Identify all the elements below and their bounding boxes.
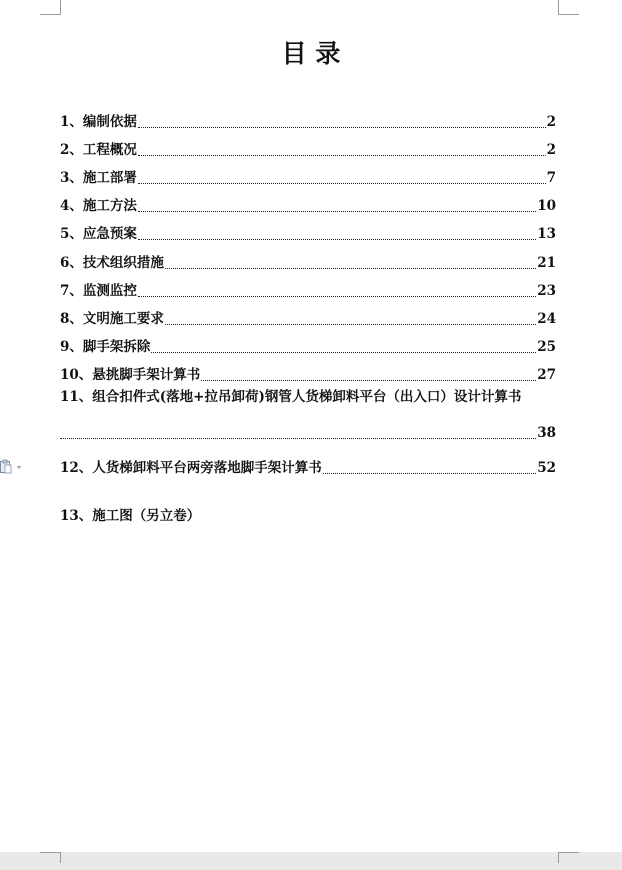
toc-entry-page: 38 — [537, 425, 556, 441]
toc-entry-label: 5、应急预案 — [60, 226, 137, 242]
toc-entry-label: 10、悬挑脚手架计算书 — [60, 367, 201, 383]
paste-options-icon[interactable] — [0, 459, 26, 475]
toc-entry-label[interactable]: 13、施工图（另立卷） — [60, 508, 201, 524]
toc-entry-label: 4、施工方法 — [60, 198, 137, 214]
toc-entry[interactable] — [60, 170, 556, 186]
crop-mark-top-left — [40, 0, 61, 15]
toc-entry-page: 7 — [546, 170, 556, 186]
toc-entry-page: 2 — [546, 114, 556, 130]
toc-leader — [138, 295, 536, 297]
toc-entry[interactable] — [60, 283, 556, 299]
toc-leader — [138, 182, 546, 184]
toc-entry[interactable] — [60, 339, 556, 355]
toc-entry-page: 23 — [537, 283, 556, 299]
toc-entry-page: 21 — [537, 255, 556, 271]
toc-entry[interactable] — [60, 425, 556, 441]
toc-entry-label: 7、监测监控 — [60, 283, 137, 299]
toc-entry-label: 6、技术组织措施 — [60, 255, 164, 271]
toc-entry-label: 8、文明施工要求 — [60, 311, 164, 327]
toc-leader — [151, 351, 536, 353]
toc-leader — [138, 210, 536, 212]
toc-entry-page: 2 — [546, 142, 556, 158]
toc-entry-label: 2、工程概况 — [60, 142, 137, 158]
toc-entry[interactable] — [60, 311, 556, 327]
toc-entry-page: 52 — [537, 460, 556, 476]
toc-leader — [138, 238, 536, 240]
toc-entry-page: 13 — [537, 226, 556, 242]
toc-leader — [165, 267, 536, 269]
toc-entry-page: 25 — [537, 339, 556, 355]
toc-entry-label: 12、人货梯卸料平台两旁落地脚手架计算书 — [60, 460, 322, 476]
toc-entry[interactable] — [60, 460, 556, 476]
toc-entry-label: 9、脚手架拆除 — [60, 339, 151, 355]
toc-title: 目 录 — [281, 39, 341, 68]
toc-leader — [201, 379, 536, 381]
toc-entry[interactable] — [60, 255, 556, 271]
toc-entry[interactable] — [60, 226, 556, 242]
toc-entry[interactable] — [60, 198, 556, 214]
toc-leader — [138, 126, 546, 128]
page-gap — [0, 852, 622, 870]
toc-entry-page: 24 — [537, 311, 556, 327]
toc-entry-label[interactable]: 11、组合扣件式(落地+拉吊卸荷)钢管人货梯卸料平台（出入口）设计计算书 — [60, 389, 522, 405]
toc-entry-label: 3、施工部署 — [60, 170, 137, 186]
toc-entry[interactable] — [60, 142, 556, 158]
crop-mark-bottom-right — [558, 852, 579, 863]
crop-mark-bottom-left — [40, 852, 61, 863]
toc-leader — [60, 437, 536, 439]
toc-leader — [138, 154, 546, 156]
toc-entry-label: 1、编制依据 — [60, 114, 137, 130]
toc-entry[interactable] — [60, 114, 556, 130]
toc-leader — [165, 323, 536, 325]
toc-entry-page: 10 — [537, 198, 556, 214]
toc-leader — [323, 472, 536, 474]
toc-entry-page: 27 — [537, 367, 556, 383]
toc-entry[interactable] — [60, 367, 556, 383]
crop-mark-top-right — [558, 0, 579, 15]
